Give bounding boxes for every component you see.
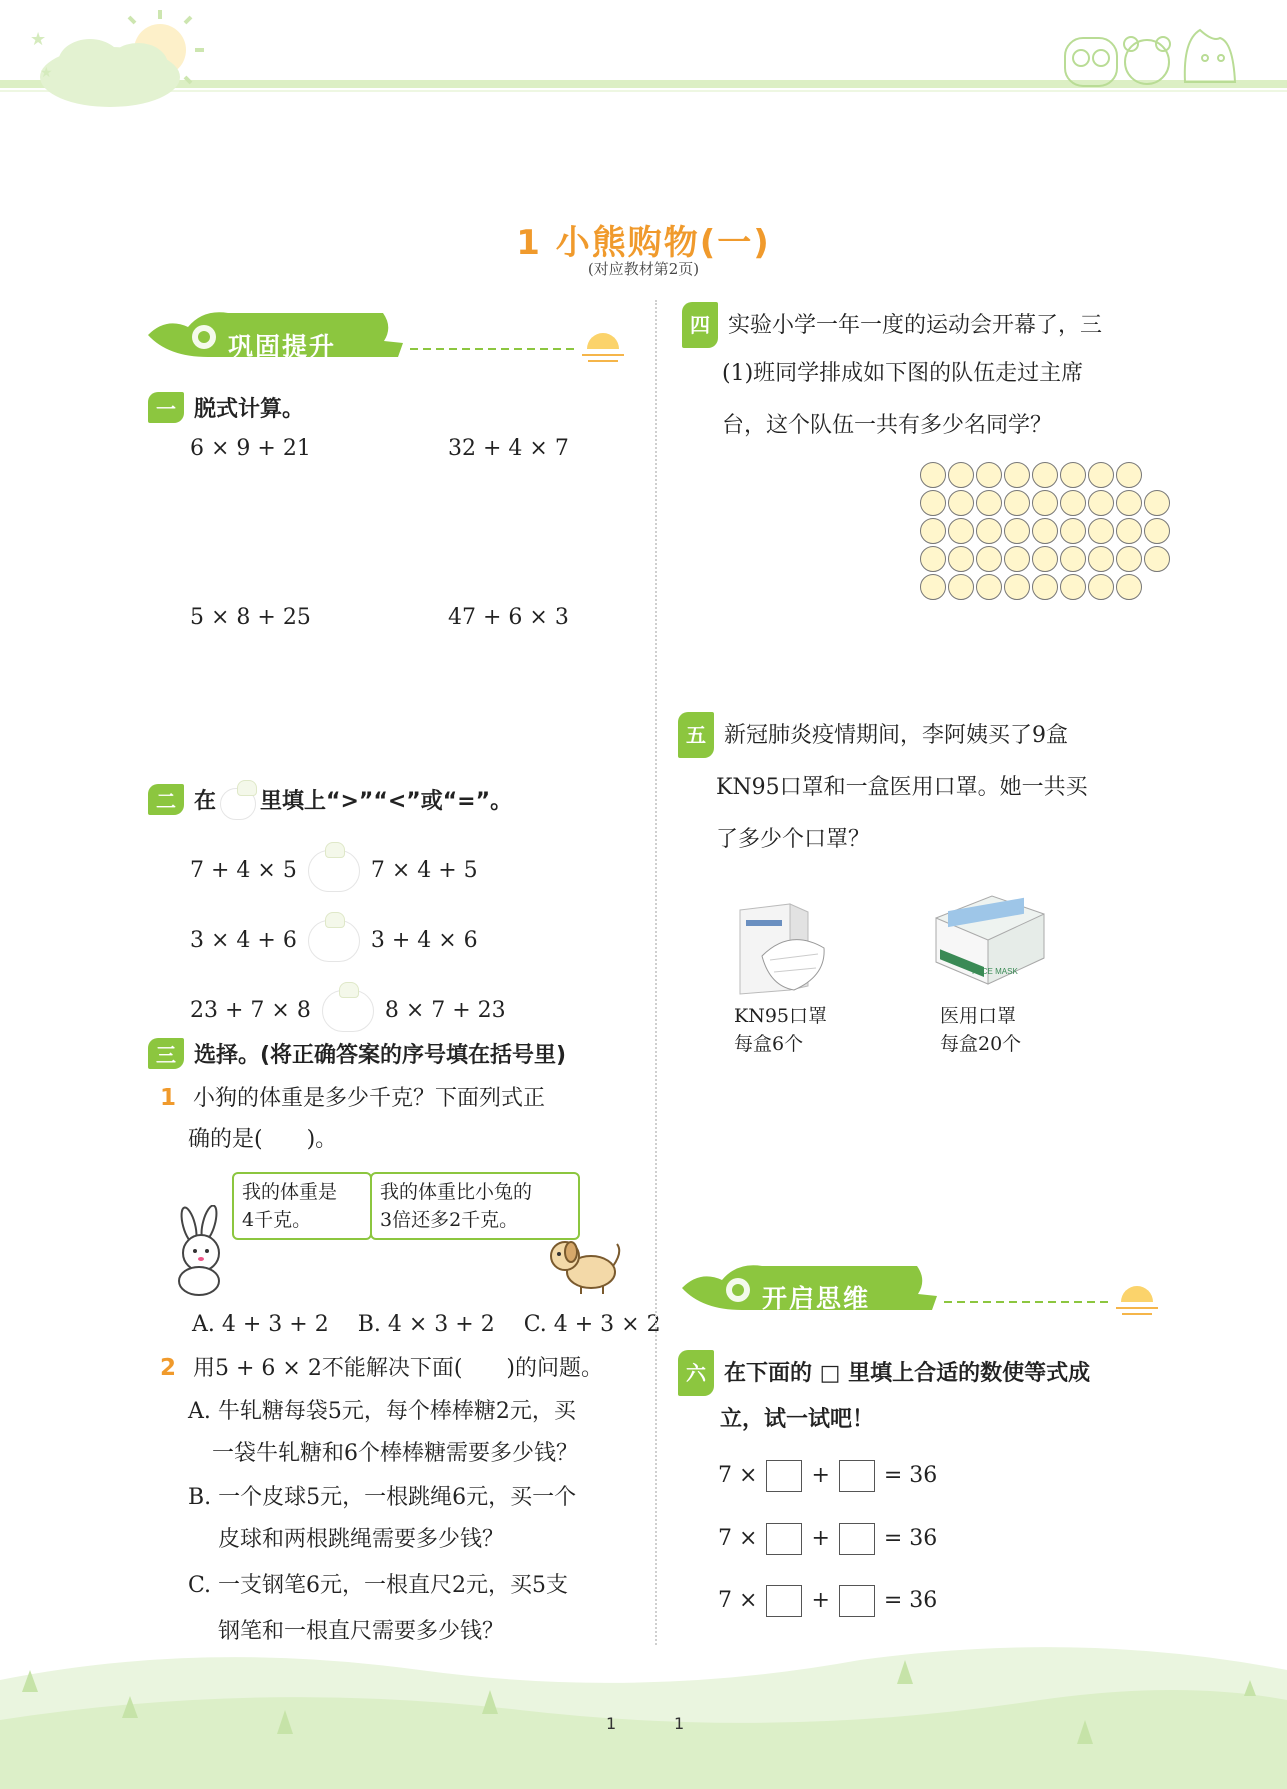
page-number-left: 1	[606, 1714, 617, 1733]
q1-line-1	[160, 1076, 545, 1121]
q1-text-1: 小狗的体重是多少千克？下面列式正	[193, 1086, 546, 1111]
expr-1: 6 × 9 + 21	[190, 436, 311, 461]
student-circle	[920, 574, 946, 600]
compare-answer-blob[interactable]	[308, 850, 360, 892]
student-circle	[948, 574, 974, 600]
compare-right: 7 × 4 + 5	[370, 858, 478, 883]
student-circle	[1032, 490, 1058, 516]
q2-option-c-line-1[interactable]: C. 一支钢笔6元，一根直尺2元，买5支	[188, 1573, 569, 1598]
student-circle	[1116, 490, 1142, 516]
q1-line-2: 确的是( )。	[188, 1127, 338, 1152]
student-circle	[976, 574, 1002, 600]
compare-left: 3 × 4 + 6	[190, 928, 297, 953]
footer-hills-decoration	[0, 1640, 1287, 1789]
banner-left-label: 巩固提升	[228, 332, 337, 361]
student-circle	[1116, 574, 1142, 600]
student-circle	[1060, 574, 1086, 600]
q1-option-c[interactable]: C. 4 + 3 × 2	[523, 1312, 661, 1337]
student-circle	[948, 546, 974, 572]
student-circle	[1032, 518, 1058, 544]
compare-answer-blob[interactable]	[308, 920, 360, 962]
student-circle	[1116, 518, 1142, 544]
equation-row-1	[718, 1460, 937, 1492]
equation-rhs: = 36	[883, 1463, 938, 1488]
dog-bubble-line-2: 3倍还多2千克。	[380, 1209, 519, 1231]
kn95-caption	[734, 1002, 827, 1058]
section-5-line-3: 了多少个口罩？	[716, 827, 871, 852]
student-circle	[1116, 462, 1142, 488]
section-5-line-2: KN95口罩和一盒医用口罩。她一共买	[716, 775, 1088, 800]
q2-number: 2	[160, 1355, 177, 1381]
page-title: 1 小熊购物(一)	[516, 223, 771, 263]
plus-sign: +	[811, 1588, 830, 1613]
sun-cloud-icon	[20, 5, 210, 115]
section-4-line-3: 台，这个队伍一共有多少名同学？	[722, 413, 1053, 438]
expr-4: 47 + 6 × 3	[448, 605, 569, 630]
svg-text:★: ★	[40, 65, 53, 81]
answer-box[interactable]	[839, 1523, 875, 1555]
compare-row-1	[190, 850, 478, 892]
compare-row-2	[190, 920, 478, 962]
student-circle	[1088, 518, 1114, 544]
section-1-heading	[148, 392, 304, 423]
q1-options	[192, 1312, 661, 1337]
q2-line	[160, 1346, 603, 1391]
compare-left: 23 + 7 × 8	[190, 998, 311, 1023]
section-4-line-1	[682, 302, 1102, 348]
compare-row-3	[190, 990, 506, 1032]
student-circle	[1144, 518, 1170, 544]
student-circle	[920, 462, 946, 488]
q2-option-a-line-2: 一袋牛轧糖和6个棒棒糖需要多少钱？	[212, 1441, 578, 1466]
student-circle	[1060, 546, 1086, 572]
section-3-title: 选择。(将正确答案的序号填在括号里)	[194, 1043, 567, 1068]
kn95-mask-box-icon	[730, 898, 840, 998]
student-circle	[1032, 574, 1058, 600]
answer-box[interactable]	[839, 1460, 875, 1492]
student-circle	[920, 546, 946, 572]
student-circle	[948, 462, 974, 488]
compare-answer-blob[interactable]	[322, 990, 374, 1032]
answer-box[interactable]	[766, 1460, 802, 1492]
compare-right: 8 × 7 + 23	[384, 998, 506, 1023]
answer-box[interactable]	[839, 1585, 875, 1617]
banner-right	[682, 1258, 1162, 1318]
section-5-badge: 五	[678, 712, 714, 758]
rabbit-speech-bubble	[232, 1172, 372, 1240]
student-circle	[976, 546, 1002, 572]
student-circle	[1032, 546, 1058, 572]
student-circle	[1004, 518, 1030, 544]
compare-blob-icon	[220, 788, 256, 820]
student-circle	[920, 518, 946, 544]
student-circle	[1060, 490, 1086, 516]
kn95-caption-line-2: 每盒6个	[734, 1033, 804, 1055]
q2-option-c-line-2: 钢笔和一根直尺需要多少钱？	[218, 1619, 505, 1644]
section-5-text-1: 新冠肺炎疫情期间，李阿姨买了9盒	[724, 723, 1068, 748]
q2-option-a-line-1[interactable]: A. 牛轧糖每袋5元，每个棒棒糖2元，买	[188, 1399, 576, 1424]
student-circle	[1144, 546, 1170, 572]
animal-faces-icon	[1055, 20, 1255, 90]
student-circle	[1144, 490, 1170, 516]
equation-lhs: 7 ×	[718, 1526, 758, 1551]
section-5-line-1	[678, 712, 1068, 758]
student-circle	[1088, 490, 1114, 516]
section-6-line-1	[678, 1350, 1090, 1396]
rabbit-bubble-line-1: 我的体重是	[242, 1181, 338, 1203]
student-formation-grid	[920, 462, 1160, 598]
medical-mask-caption	[940, 1002, 1021, 1058]
rabbit-bubble-line-2: 4千克。	[242, 1209, 312, 1231]
student-circle	[976, 462, 1002, 488]
q1-option-b[interactable]: B. 4 × 3 + 2	[357, 1312, 495, 1337]
section-6-text-1: 在下面的 □ 里填上合适的数使等式成	[724, 1361, 1091, 1386]
equation-row-2	[718, 1523, 937, 1555]
q2-option-b-line-1[interactable]: B. 一个皮球5元，一根跳绳6元，买一个	[188, 1485, 577, 1510]
equation-rhs: = 36	[883, 1588, 938, 1613]
section-4-text-1: 实验小学一年一度的运动会开幕了，三	[728, 313, 1103, 338]
plus-sign: +	[811, 1526, 830, 1551]
expr-3: 5 × 8 + 25	[190, 605, 311, 630]
equation-row-3	[718, 1585, 937, 1617]
kn95-caption-line-1: KN95口罩	[734, 1005, 827, 1027]
section-6-line-2: 立，试一试吧！	[720, 1407, 875, 1432]
medical-caption-line-2: 每盒20个	[940, 1033, 1022, 1055]
section-3-heading	[148, 1038, 566, 1069]
column-divider	[655, 300, 657, 1645]
rabbit-icon	[165, 1205, 237, 1297]
section-3-badge: 三	[148, 1038, 184, 1069]
student-circle	[1004, 462, 1030, 488]
student-circle	[1004, 546, 1030, 572]
student-circle	[1088, 546, 1114, 572]
q2-option-b-line-2: 皮球和两根跳绳需要多少钱？	[218, 1527, 505, 1552]
student-circle	[1004, 490, 1030, 516]
section-2-badge: 二	[148, 784, 184, 815]
svg-text:★: ★	[30, 29, 47, 50]
student-circle	[976, 490, 1002, 516]
dog-speech-bubble	[370, 1172, 580, 1240]
student-circle	[1088, 462, 1114, 488]
student-circle	[948, 518, 974, 544]
section-2-title-post: 里填上“>”“<”或“=”。	[260, 789, 513, 814]
student-circle	[1060, 462, 1086, 488]
section-6-badge: 六	[678, 1350, 714, 1396]
dog-icon	[545, 1232, 623, 1296]
face-mask-label: FACE MASK	[972, 967, 1018, 976]
answer-box[interactable]	[766, 1523, 802, 1555]
page-subtitle: (对应教材第2页)	[587, 260, 700, 278]
student-circle	[1060, 518, 1086, 544]
q1-option-a[interactable]: A. 4 + 3 + 2	[192, 1312, 329, 1337]
student-circle	[1088, 574, 1114, 600]
section-2-heading	[148, 784, 512, 820]
section-2-title-pre: 在	[194, 789, 217, 814]
equation-lhs: 7 ×	[718, 1588, 758, 1613]
section-1-badge: 一	[148, 392, 184, 423]
dog-bubble-line-1: 我的体重比小兔的	[380, 1181, 533, 1203]
student-circle	[1032, 462, 1058, 488]
page-number-right: 1	[674, 1714, 685, 1733]
equation-rhs: = 36	[883, 1526, 938, 1551]
equation-lhs: 7 ×	[718, 1463, 758, 1488]
medical-caption-line-1: 医用口罩	[940, 1005, 1017, 1027]
section-4-line-2: (1)班同学排成如下图的队伍走过主席	[722, 361, 1084, 386]
q2-text: 用5 + 6 × 2不能解决下面( )的问题。	[193, 1356, 604, 1381]
student-circle	[976, 518, 1002, 544]
student-circle	[1116, 546, 1142, 572]
banner-right-label: 开启思维	[762, 1284, 871, 1313]
compare-right: 3 + 4 × 6	[370, 928, 478, 953]
plus-sign: +	[811, 1463, 830, 1488]
compare-left: 7 + 4 × 5	[190, 858, 297, 883]
student-circle	[948, 490, 974, 516]
medical-mask-box-icon	[932, 888, 1052, 1000]
student-circle	[1004, 574, 1030, 600]
student-circle	[920, 490, 946, 516]
section-4-badge: 四	[682, 302, 718, 348]
banner-left	[148, 305, 628, 365]
section-1-title: 脱式计算。	[194, 397, 305, 422]
expr-2: 32 + 4 × 7	[448, 436, 569, 461]
answer-box[interactable]	[766, 1585, 802, 1617]
q1-number: 1	[160, 1085, 177, 1111]
